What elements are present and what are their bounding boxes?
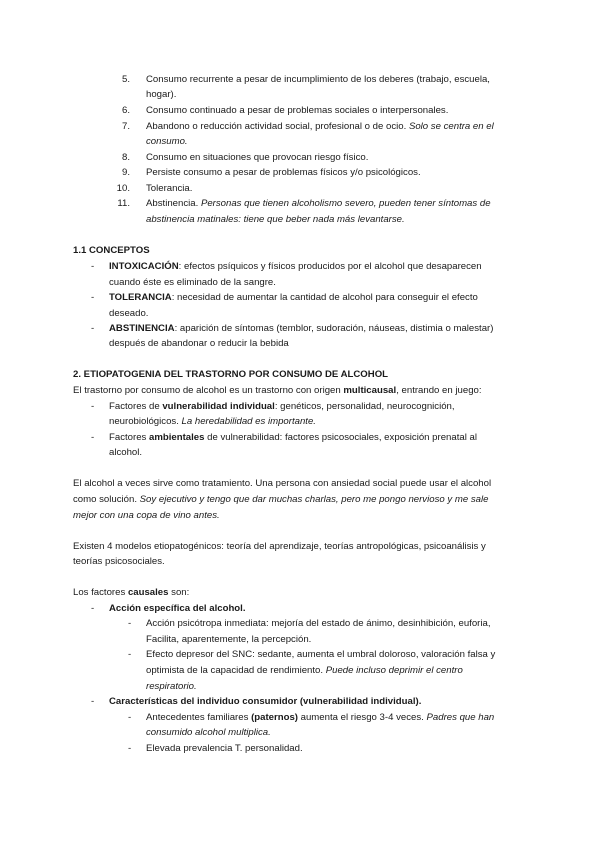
sub-item-continuation: consumido alcohol multiplica.	[146, 727, 271, 738]
paragraph: El alcohol a veces sirve como tratamiento. Una persona con ansiedad social puede usar el alcohol	[73, 478, 492, 489]
list-item-note: Personas que tienen alcoholismo severo, pueden tener síntomas de	[200, 198, 491, 209]
paragraph-line: teorías psicosociales.	[73, 556, 165, 567]
list-item: Persiste consumo a pesar de problemas físicos y/o psicológicos.	[146, 167, 421, 178]
paragraph	[73, 587, 189, 599]
bullet-dash: -	[91, 292, 95, 303]
list-item-note: Solo se centra en el	[408, 121, 494, 132]
factor-continuation	[109, 416, 316, 428]
list-item: Tolerancia.	[146, 183, 193, 194]
bullet-dash: -	[128, 712, 132, 723]
sub-item-continuation	[146, 665, 463, 677]
text-run: Factores	[109, 432, 149, 443]
sub-item: Efecto depresor del SNC: sedante, aumenta el umbral doloroso, valoración falsa y	[146, 649, 496, 660]
bullet-dash: -	[91, 323, 95, 334]
factor-item	[109, 401, 455, 413]
text-run: de vulnerabilidad: factores psicosociales, exposición prenatal al	[204, 432, 477, 443]
text-run-italic: Soy ejecutivo y tengo que dar muchas charlas, pero me pongo nervioso y me sale	[139, 494, 489, 505]
bullet-dash: -	[91, 696, 95, 707]
text-run-bold: ambientales	[149, 432, 205, 443]
concept-term: INTOXICACIÓN	[109, 261, 179, 272]
text-run-bold: causales	[127, 587, 169, 598]
sub-item-continuation: Facilita, aparentemente, la percepción.	[146, 634, 312, 645]
list-number: 11.	[117, 198, 130, 209]
causal-factor: Características del individuo consumidor (vulnerabilidad individual).	[109, 696, 422, 707]
list-item-continuation: consumo.	[146, 136, 188, 147]
text-run: El trastorno por consumo de alcohol es un trastorno con origen	[73, 385, 344, 396]
sub-item: Elevada prevalencia T. personalidad.	[146, 743, 303, 754]
list-item-text: Abandono o reducción actividad social, profesional o de ocio.	[146, 121, 409, 132]
concept-definition: : necesidad de aumentar la cantidad de alcohol para conseguir el efecto	[171, 292, 478, 303]
text-run-italic: Padres que han	[426, 712, 495, 723]
causal-factor: Acción específica del alcohol.	[109, 603, 246, 614]
text-run: son:	[168, 587, 190, 598]
list-item-continuation: hogar).	[146, 89, 177, 100]
concept-continuation: deseado.	[109, 308, 149, 319]
list-item: Consumo continuado a pesar de problemas sociales o interpersonales.	[146, 105, 449, 116]
text-run-bold: vulnerabilidad individual	[162, 401, 275, 412]
concept-item	[109, 261, 482, 273]
bullet-dash: -	[91, 261, 95, 272]
bullet-dash: -	[128, 649, 132, 660]
text-run: Factores de	[109, 401, 163, 412]
text-run-italic: Puede incluso deprimir el centro	[325, 665, 463, 676]
section-heading: 2. ETIOPATOGENIA DEL TRASTORNO POR CONSUMO DE ALCOHOL	[73, 369, 389, 380]
text-run: neurobiológicos.	[109, 416, 182, 427]
sub-item: Acción psicótropa inmediata: mejoría del estado de ánimo, desinhibición, euforia,	[146, 618, 491, 629]
text-run: Los factores	[73, 587, 128, 598]
text-run: , entrando en juego:	[396, 385, 482, 396]
sub-item	[146, 712, 494, 724]
concept-item	[109, 292, 478, 304]
list-item-text: Abstinencia.	[146, 198, 201, 209]
list-item	[146, 121, 494, 133]
bullet-dash: -	[91, 603, 95, 614]
factor-item	[109, 432, 477, 444]
concept-term: ABSTINENCIA	[109, 323, 175, 334]
list-item: Consumo en situaciones que provocan riesgo físico.	[146, 152, 369, 163]
text-run-italic: La heredabilidad es importante.	[181, 416, 316, 427]
paragraph-line	[73, 494, 488, 506]
text-run: Antecedentes familiares	[146, 712, 252, 723]
text-run: : genéticos, personalidad, neurocognición,	[274, 401, 455, 412]
text-run-bold: (paternos)	[251, 712, 298, 723]
concept-item	[109, 323, 493, 335]
bullet-dash: -	[128, 618, 132, 629]
list-number: 6.	[121, 105, 130, 116]
concept-definition: : aparición de síntomas (temblor, sudoración, náuseas, distimia o malestar)	[174, 323, 494, 334]
paragraph-line: mejor con una copa de vino antes.	[73, 510, 220, 521]
bullet-dash: -	[128, 743, 132, 754]
text-run: optimista de la capacidad de rendimiento.	[146, 665, 326, 676]
text-run: aumenta el riesgo 3-4 veces.	[297, 712, 427, 723]
list-number: 5.	[121, 74, 130, 85]
list-number: 9.	[121, 167, 130, 178]
text-run-bold: multicausal	[343, 385, 397, 396]
bullet-dash: -	[91, 432, 95, 443]
bullet-dash: -	[91, 401, 95, 412]
list-item	[146, 198, 491, 210]
list-number: 7.	[121, 121, 130, 132]
list-number: 8.	[121, 152, 130, 163]
concept-continuation: después de abandonar o reducir la bebida	[109, 338, 289, 349]
concept-continuation: cuando éste es eliminado de la sangre.	[109, 277, 276, 288]
sub-item-continuation: respiratorio.	[146, 681, 197, 692]
paragraph	[73, 385, 482, 397]
section-heading: 1.1 CONCEPTOS	[73, 245, 150, 256]
concept-definition: : efectos psíquicos y físicos producidos por el alcohol que desaparecen	[178, 261, 482, 272]
list-item: Consumo recurrente a pesar de incumplimiento de los deberes (trabajo, escuela,	[146, 74, 490, 85]
list-item-continuation: abstinencia matinales: tiene que beber nada más levantarse.	[146, 214, 405, 225]
list-number: 10.	[116, 183, 130, 194]
factor-continuation: alcohol.	[109, 447, 143, 458]
text-run: como solución.	[73, 494, 140, 505]
concept-term: TOLERANCIA	[109, 292, 172, 303]
paragraph: Existen 4 modelos etiopatogénicos: teoría del aprendizaje, teorías antropológicas, psicoanálisis y	[73, 541, 486, 552]
